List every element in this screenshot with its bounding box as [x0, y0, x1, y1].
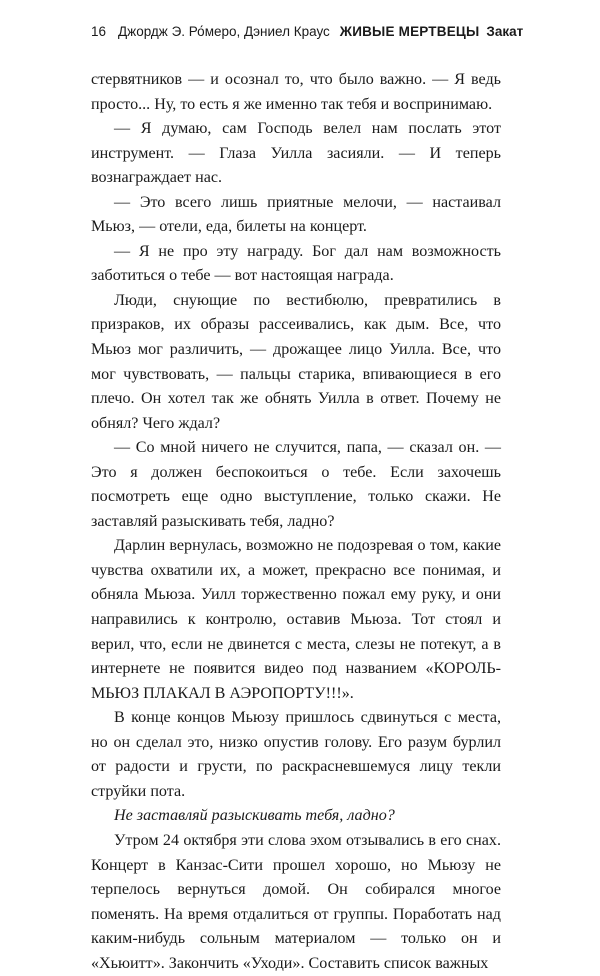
paragraph: Утром 24 октября эти слова эхом отзывались в его снах. Концерт в Канзас-Сити прошел хорошо, но Мьюзу не терпелось вернуться домой. Он собирался многое поменять. На время отдалиться от группы. Поработать над каким-нибудь сольным материалом — только он и «Хьюитт». Закончить «Уходи». Составить список важных: [91, 831, 501, 972]
paragraph: — Я думаю, сам Господь велел нам послать этот инструмент. — Глаза Уилла засияли. — И теперь вознаграждает нас.: [91, 120, 501, 187]
paragraph: — Со мной ничего не случится, папа, — сказал он. — Это я должен беспокоиться о тебе. Если захочешь посмотреть еще одно выступление, только скажи. Не заставляй разыскивать тебя, ладно?: [91, 439, 501, 530]
paragraph: Люди, снующие по вестибюлю, превратились в призраков, их образы рассеивались, как дым. Все, что Мьюз мог различить, — дрожащее лицо Уилла. Все, что мог чувствовать, — пальцы старика, впивающиеся в его плечо. Он хотел так же обнять Уилла в ответ. Почему не обнял? Чего ждал?: [91, 291, 501, 432]
paragraph: — Я не про эту награду. Бог дал нам возможность заботиться о тебе — вот настоящая награда.: [91, 242, 501, 285]
body-text: [91, 68, 501, 976]
italic-paragraph: Не заставляй разыскивать тебя, ладно?: [114, 807, 395, 825]
paragraph: — Это всего лишь приятные мелочи, — настаивал Мьюз, — отели, еда, билеты на концерт.: [91, 193, 501, 236]
header-subtitle: Закат: [486, 24, 524, 39]
page-number: 16: [91, 24, 107, 39]
header-series-title: ЖИВЫЕ МЕРТВЕЦЫ: [339, 24, 480, 39]
paragraph: Дарлин вернулась, возможно не подозревая о том, какие чувства охватили их, а может, прекрасно все понимая, и обняла Мьюза. Уилл торжественно пожал ему руку, и они направились к контролю, оставив Мьюза. Тот стоял и верил, что, если не двинется с места, слезы не потекут, а в интернете не появится видео под названием «КОРОЛЬ-МЬЮЗ ПЛАКАЛ В АЭРОПОРТУ!!!».: [91, 537, 501, 702]
paragraph: стервятников — и осознал то, что было важно. — Я ведь просто... Ну, то есть я же именно так тебя и воспринимаю.: [91, 71, 501, 113]
paragraph: В конце концов Мьюзу пришлось сдвинуться с места, но он сделал это, низко опустив голову. Его разум бурлил от радости и грусти, по раскрасневшемуся лицу текли струйки пота.: [91, 709, 501, 800]
running-header: [91, 24, 531, 44]
header-authors: Джордж Э. Ро́меро, Дэниел Краус: [118, 24, 330, 39]
